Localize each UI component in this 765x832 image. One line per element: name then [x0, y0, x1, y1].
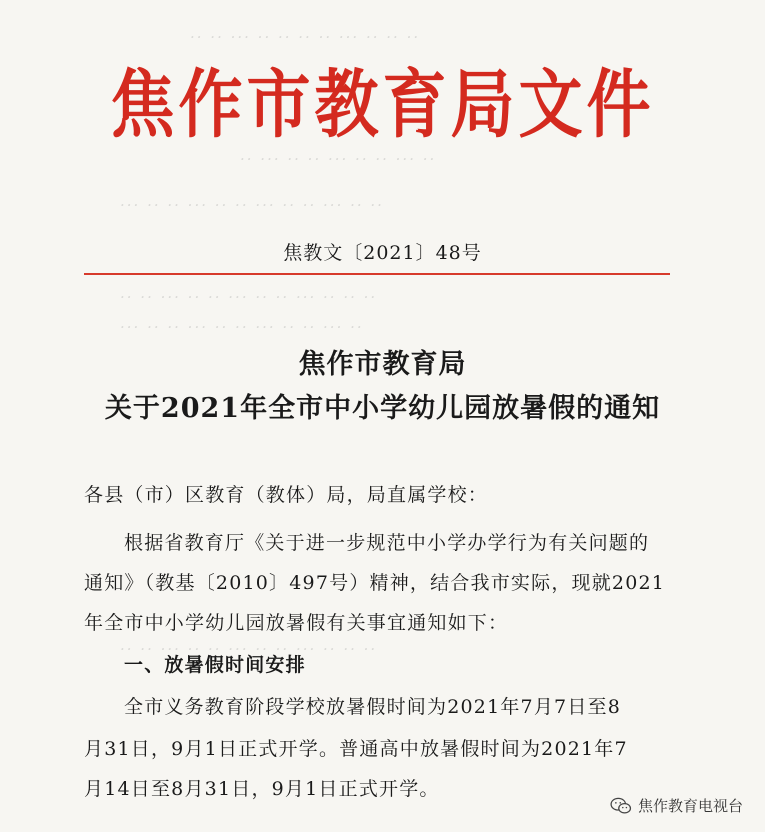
bleed-through-text: ·· ·· ··· ·· ·· ··· ·· ·· ··· ·· ·· ·· [120, 288, 378, 306]
bleed-through-text: ·· ·· ··· ·· ·· ·· ·· ··· ·· ·· ·· [190, 28, 421, 46]
wechat-icon [610, 797, 632, 815]
paragraph-line: 全市义务教育阶段学校放暑假时间为2021年7月7日至8 [124, 696, 622, 718]
watermark-label: 焦作教育电视台 [637, 797, 743, 815]
channel-watermark [610, 795, 743, 816]
paragraph-line: 根据省教育厅《关于进一步规范中小学办学行为有关问题的 [124, 532, 650, 554]
bleed-through-text: ·· ·· ··· ·· ·· ··· ·· ·· ··· ·· ·· ·· [120, 640, 378, 658]
paragraph-line: 年全市中小学幼儿园放暑假有关事宜通知如下： [84, 612, 509, 634]
section-heading: 一、放暑假时间安排 [124, 654, 306, 676]
paragraph-line: 月31日，9月1日正式开学。普通高中放暑假时间为2021年7 [84, 738, 628, 760]
salutation: 各县（市）区教育（教体）局，局直属学校： [84, 484, 489, 506]
red-separator-rule [84, 273, 670, 275]
bleed-through-text: ··· ·· ·· ··· ·· ·· ··· ·· ·· ··· ·· ·· [120, 196, 384, 214]
notice-title-subject: 关于2021年全市中小学幼儿园放暑假的通知 [104, 393, 661, 424]
paragraph-line: 通知》（教基〔2010〕497号）精神，结合我市实际，现就2021 [84, 572, 666, 594]
document-masthead-title: 焦作市教育局文件 [110, 63, 655, 149]
document-number: 焦教文〔2021〕48号 [283, 242, 482, 264]
bleed-through-text: ··· ·· ·· ··· ·· ·· ··· ·· ·· ··· ·· [120, 318, 364, 336]
notice-title-issuer: 焦作市教育局 [298, 349, 467, 380]
paragraph-line: 月14日至8月31日，9月1日正式开学。 [84, 778, 440, 800]
bleed-through-text: ·· ··· ·· ·· ··· ·· ·· ··· ·· [240, 150, 437, 168]
